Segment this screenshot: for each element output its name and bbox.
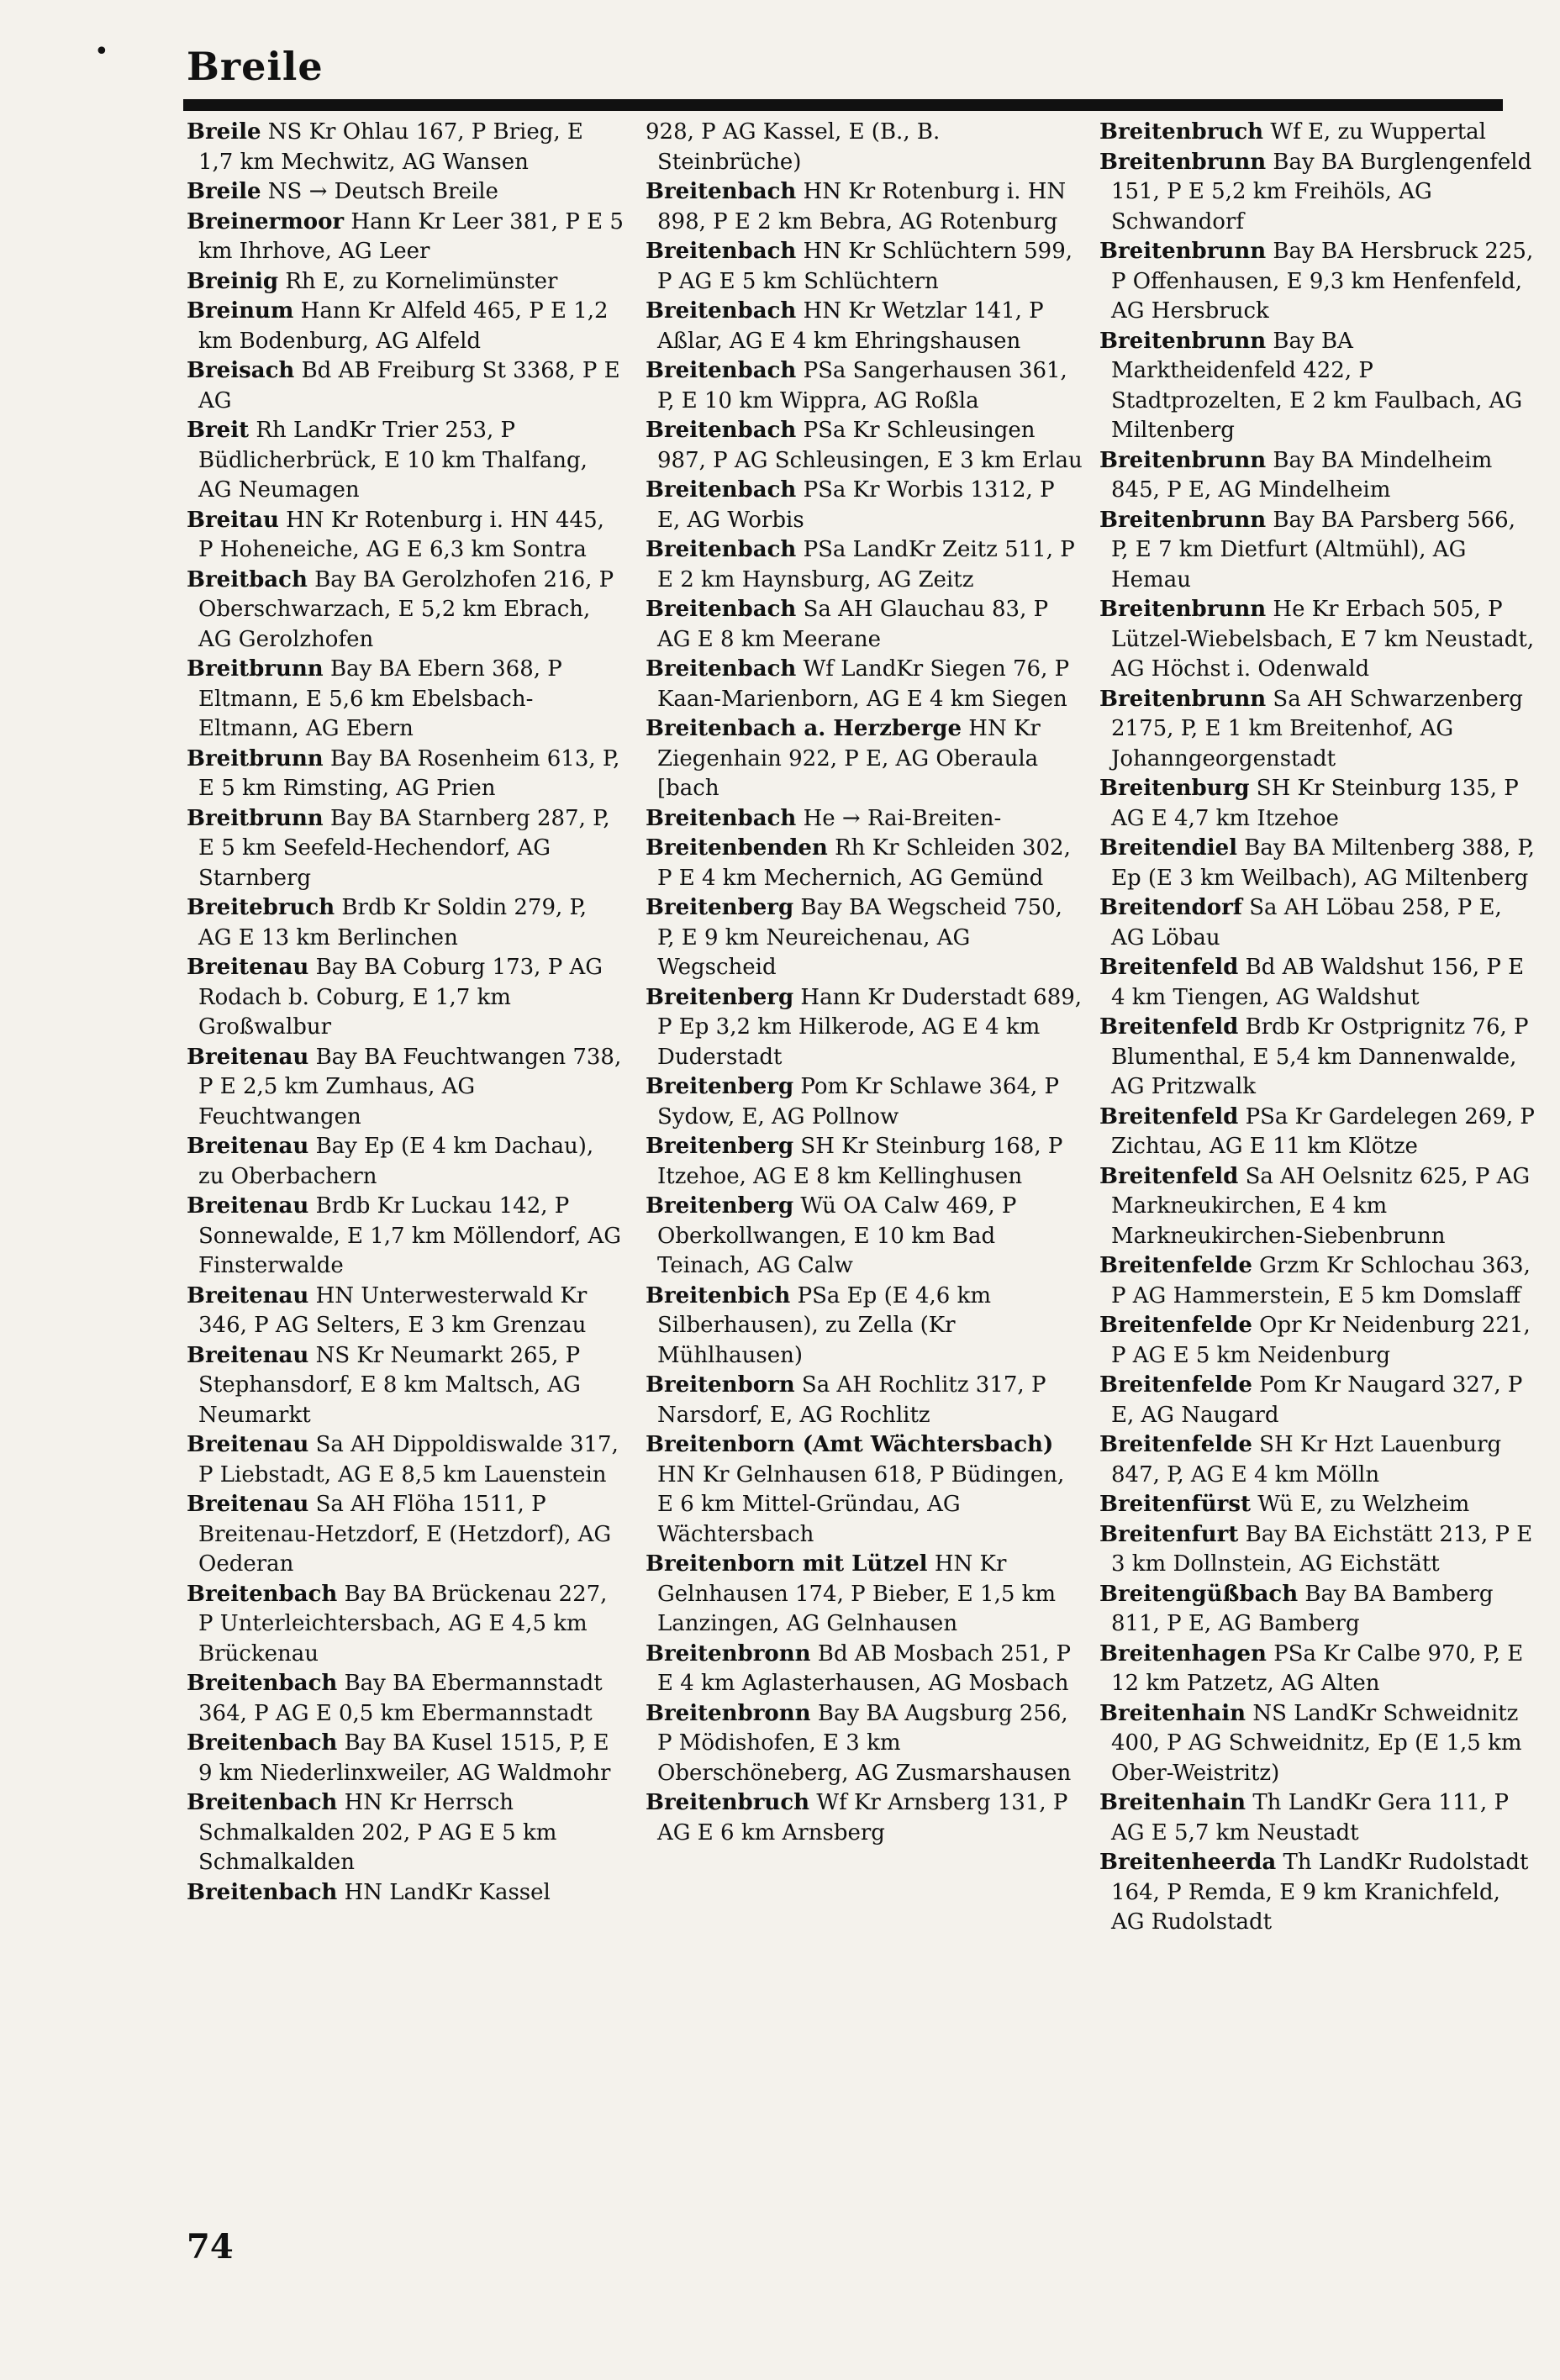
entry-text: Rh Kr Schleiden 302, P E 4 km Mechernich, AG Gemünd bbox=[657, 835, 1071, 891]
gazetteer-entry bbox=[1099, 148, 1536, 238]
gazetteer-entry bbox=[646, 118, 1083, 177]
gazetteer-entry bbox=[1099, 685, 1536, 775]
entry-name: Breitenbach bbox=[187, 1790, 338, 1815]
entry-text: PSa Sangerhausen 361, P, E 10 km Wippra, AG Roßla bbox=[657, 358, 1067, 413]
entry-text: Bay BA Ebermannstadt 364, P AG E 0,5 km Ebermannstadt bbox=[198, 1671, 603, 1726]
gazetteer-entry bbox=[187, 506, 624, 566]
entry-text: Sa AH Glauchau 83, P AG E 8 km Meerane bbox=[657, 597, 1049, 652]
entry-name: Breitenfeld bbox=[1099, 955, 1239, 980]
entry-text: Opr Kr Neidenburg 221, P AG E 5 km Neidenburg bbox=[1111, 1313, 1531, 1368]
entry-text: Sa AH Rochlitz 317, P Narsdorf, E, AG Rochlitz bbox=[657, 1372, 1046, 1428]
entry-text: Bay BA Gerolzhofen 216, P Oberschwarzach, E 5,2 km Ebrach, AG Gerolzhofen bbox=[198, 566, 614, 652]
entry-text: He Kr Erbach 505, P Lützel-Wiebelsbach, E 7 km Neustadt, AG Höchst i. Odenwald bbox=[1111, 597, 1535, 682]
gazetteer-entry bbox=[646, 1132, 1083, 1192]
gazetteer-entry bbox=[1099, 1699, 1536, 1789]
gazetteer-entry bbox=[646, 714, 1083, 804]
page-number: 74 bbox=[187, 2227, 234, 2267]
gazetteer-entry bbox=[1099, 1640, 1536, 1699]
entry-name: Breinum bbox=[187, 298, 294, 324]
entry-text: Sa AH Oelsnitz 625, P AG Markneukirchen, E 4 km Markneukirchen-Siebenbrunn bbox=[1111, 1163, 1531, 1249]
entry-text: Bay BA Kusel 1515, P, E 9 km Niederlinxweiler, AG Waldmohr bbox=[198, 1730, 611, 1786]
entry-name: Breitbach bbox=[187, 566, 308, 592]
gazetteer-entry bbox=[187, 118, 624, 177]
gazetteer-entry bbox=[1099, 506, 1536, 596]
gazetteer-entry bbox=[1099, 1311, 1536, 1371]
entry-text: NS → Deutsch Breile bbox=[261, 179, 498, 204]
entry-name: Breitenbruch bbox=[646, 1790, 810, 1815]
gazetteer-entry bbox=[187, 267, 624, 298]
gazetteer-entry bbox=[187, 745, 624, 804]
gazetteer-entry bbox=[1099, 1371, 1536, 1430]
gazetteer-entry bbox=[1099, 1520, 1536, 1580]
entry-text: HN Kr Wetzlar 141, P Aßlar, AG E 4 km Ehringshausen bbox=[657, 298, 1044, 354]
gazetteer-entry bbox=[187, 655, 624, 745]
gazetteer-entry bbox=[646, 1788, 1083, 1848]
gazetteer-entry bbox=[187, 1132, 624, 1192]
entry-name: Breitau bbox=[187, 507, 279, 533]
entry-name: Breinermoor bbox=[187, 208, 345, 234]
entry-text: Wf Kr Arnsberg 131, P AG E 6 km Arnsberg bbox=[657, 1790, 1068, 1846]
entry-text: Hann Kr Duderstadt 689, P Ep 3,2 km Hilkerode, AG E 4 km Duderstadt bbox=[657, 984, 1083, 1070]
gazetteer-entry bbox=[646, 1550, 1083, 1640]
entry-name: Breitenfelde bbox=[1099, 1253, 1252, 1278]
gazetteer-entry bbox=[1099, 1848, 1536, 1938]
gazetteer-entry bbox=[646, 1699, 1083, 1789]
entry-name: Breitenbronn bbox=[646, 1700, 811, 1726]
gazetteer-entry bbox=[646, 297, 1083, 356]
entry-name: Breitenbach a. Herzberge bbox=[646, 716, 962, 741]
gazetteer-entry bbox=[187, 1729, 624, 1788]
entry-text: Bay BA Eichstätt 213, P E 3 km Dollnstein, AG Eichstätt bbox=[1111, 1521, 1533, 1577]
column-3 bbox=[1099, 118, 1536, 1938]
gazetteer-entry bbox=[646, 535, 1083, 595]
entry-text: SH Kr Hzt Lauenburg 847, P, AG E 4 km Mölln bbox=[1111, 1432, 1502, 1488]
entry-text: Sa AH Flöha 1511, P Breitenau-Hetzdorf, E (Hetzdorf), AG Oederan bbox=[198, 1492, 612, 1577]
gazetteer-entry bbox=[646, 1192, 1083, 1282]
entry-text: Hann Kr Leer 381, P E 5 km Ihrhove, AG Leer bbox=[198, 208, 624, 264]
entry-text: PSa Kr Gardelegen 269, P Zichtau, AG E 11 km Klötze bbox=[1111, 1103, 1535, 1159]
entry-name: Breitenbich bbox=[646, 1282, 791, 1308]
entry-name: Breitenbach bbox=[187, 1581, 338, 1607]
entry-text: Bay BA Brückenau 227, P Unterleichtersbach, AG E 4,5 km Brückenau bbox=[198, 1581, 608, 1667]
entry-text: Sa AH Löbau 258, P E, AG Löbau bbox=[1111, 895, 1502, 950]
entry-text: Bay BA Hersbruck 225, P Offenhausen, E 9,3 km Henfenfeld, AG Hersbruck bbox=[1111, 239, 1534, 324]
entry-text: Bd AB Mosbach 251, P E 4 km Aglasterhausen, AG Mosbach bbox=[657, 1640, 1071, 1696]
entry-name: Breitenbrunn bbox=[1099, 239, 1267, 264]
entry-text: Brdb Kr Luckau 142, P Sonnewalde, E 1,7 km Möllendorf, AG Finsterwalde bbox=[198, 1193, 622, 1278]
entry-text: SH Kr Steinburg 168, P Itzehoe, AG E 8 km Kellinghusen bbox=[657, 1134, 1063, 1189]
gazetteer-entry bbox=[1099, 237, 1536, 327]
gazetteer-entry bbox=[1099, 327, 1536, 446]
entry-text: HN LandKr Kassel bbox=[337, 1879, 551, 1905]
entry-name: Breitenbach bbox=[646, 358, 797, 383]
entry-name: Breitenbach bbox=[646, 597, 797, 622]
gazetteer-entry bbox=[187, 1282, 624, 1341]
entry-text: HN Kr Herrsch Schmalkalden 202, P AG E 5 km Schmalkalden bbox=[198, 1790, 557, 1875]
entry-text: HN Unterwesterwald Kr 346, P AG Selters, E 3 km Grenzau bbox=[198, 1282, 588, 1338]
gazetteer-entry bbox=[187, 297, 624, 356]
entry-text: Bay BA Mindelheim 845, P E, AG Mindelheim bbox=[1111, 447, 1493, 503]
entry-name: Breitenbach bbox=[187, 1671, 338, 1696]
entry-name: Breitenfurt bbox=[1099, 1521, 1239, 1547]
gazetteer-entry bbox=[187, 1580, 624, 1670]
gazetteer-entry bbox=[1099, 1013, 1536, 1103]
entry-name: Breitenbach bbox=[646, 537, 797, 562]
entry-name: Breitenau bbox=[187, 955, 309, 980]
gazetteer-entry bbox=[187, 1430, 624, 1490]
entry-text: Brdb Kr Ostprignitz 76, P Blumenthal, E 5,4 km Dannenwalde, AG Pritzwalk bbox=[1111, 1014, 1529, 1099]
gazetteer-entry bbox=[1099, 953, 1536, 1013]
gazetteer-entry bbox=[646, 1430, 1083, 1550]
gazetteer-entry bbox=[646, 1640, 1083, 1699]
entry-text: NS Kr Ohlau 167, P Brieg, E 1,7 km Mechwitz, AG Wansen bbox=[198, 119, 583, 175]
entry-name: Breitbrunn bbox=[187, 805, 324, 831]
entry-text: Bay BA Parsberg 566, P, E 7 km Dietfurt (Altmühl), AG Hemau bbox=[1111, 507, 1515, 592]
gazetteer-entry bbox=[1099, 1162, 1536, 1252]
gazetteer-entry bbox=[187, 1878, 624, 1909]
entry-text: NS Kr Neumarkt 265, P Stephansdorf, E 8 km Maltsch, AG Neumarkt bbox=[198, 1342, 581, 1428]
entry-text: PSa Kr Calbe 970, P, E 12 km Patzetz, AG Alten bbox=[1111, 1640, 1524, 1696]
gazetteer-entry bbox=[1099, 774, 1536, 834]
gazetteer-entry bbox=[187, 1490, 624, 1580]
entry-name: Breitenbruch bbox=[1099, 119, 1264, 145]
entry-name: Breitenfeld bbox=[1099, 1163, 1239, 1189]
entry-text: Pom Kr Schlawe 364, P Sydow, E, AG Pollnow bbox=[657, 1074, 1060, 1129]
entry-name: Breitenbach bbox=[646, 298, 797, 324]
entry-text: Grzm Kr Schlochau 363, P AG Hammerstein, E 5 km Domslaff bbox=[1111, 1253, 1531, 1308]
entry-text: Bay BA Bamberg 811, P E, AG Bamberg bbox=[1111, 1581, 1494, 1636]
entry-name: Breitenburg bbox=[1099, 776, 1250, 801]
entry-text: Bay BA Marktheidenfeld 422, P Stadtprozelten, E 2 km Faulbach, AG Miltenberg bbox=[1111, 328, 1523, 443]
entry-text: HN Kr Ziegenhain 922, P E, AG Oberaula [bach bbox=[657, 716, 1041, 801]
entry-name: Breitendiel bbox=[1099, 835, 1238, 861]
entry-name: Breitenau bbox=[187, 1193, 309, 1219]
gazetteer-entry bbox=[646, 834, 1083, 893]
entry-text: HN Kr Schlüchtern 599, P AG E 5 km Schlüchtern bbox=[657, 239, 1073, 294]
entry-text: Bay BA Coburg 173, P AG Rodach b. Coburg, E 1,7 km Großwalbur bbox=[198, 955, 603, 1040]
entry-name: Breitenborn bbox=[646, 1372, 795, 1398]
gazetteer-entry bbox=[187, 177, 624, 208]
entry-name: Breitenfeld bbox=[1099, 1103, 1239, 1129]
gazetteer-entry bbox=[1099, 1788, 1536, 1848]
entry-name: Breitenberg bbox=[646, 1134, 794, 1159]
entry-name: Breitenbrunn bbox=[1099, 507, 1267, 533]
entry-text: Bay BA Ebern 368, P Eltmann, E 5,6 km Ebelsbach-Eltmann, AG Ebern bbox=[198, 656, 562, 741]
entry-text: HN Kr Gelnhausen 174, P Bieber, E 1,5 km Lanzingen, AG Gelnhausen bbox=[657, 1551, 1057, 1636]
entry-text: Bay BA Miltenberg 388, P, Ep (E 3 km Weilbach), AG Miltenberg bbox=[1111, 835, 1535, 891]
entry-name: Breitenbach bbox=[646, 656, 797, 682]
header-rule bbox=[183, 99, 1503, 111]
gazetteer-entry bbox=[646, 356, 1083, 416]
entry-name: Breitenborn (Amt Wächtersbach) bbox=[646, 1432, 1054, 1457]
entry-name: Breitenau bbox=[187, 1044, 309, 1070]
gazetteer-entry bbox=[187, 953, 624, 1043]
entry-name: Breitenbenden bbox=[646, 835, 828, 861]
entry-text: Bd AB Waldshut 156, P E 4 km Tiengen, AG Waldshut bbox=[1111, 955, 1525, 1010]
entry-name: Breitenbach bbox=[646, 805, 797, 831]
entry-text: HN Kr Rotenburg i. HN 898, P E 2 km Bebra, AG Rotenburg bbox=[657, 179, 1067, 234]
gazetteer-entry bbox=[646, 983, 1083, 1073]
entry-name: Breitenborn mit Lützel bbox=[646, 1551, 928, 1577]
entry-name: Breitenbach bbox=[187, 1879, 338, 1905]
entry-name: Breitenau bbox=[187, 1492, 309, 1517]
entry-text: Bay BA Wegscheid 750, P, E 9 km Neureichenau, AG Wegscheid bbox=[657, 895, 1062, 980]
entry-text: PSa LandKr Zeitz 511, P E 2 km Haynsburg, AG Zeitz bbox=[657, 537, 1075, 592]
entry-name: Breitenfelde bbox=[1099, 1313, 1252, 1338]
entry-name: Breile bbox=[187, 179, 261, 204]
gazetteer-entry bbox=[646, 416, 1083, 476]
entry-text: He → Rai-Breiten- bbox=[796, 805, 1002, 831]
gazetteer-entry bbox=[187, 1669, 624, 1729]
gazetteer-entry bbox=[1099, 118, 1536, 148]
gazetteer-entry bbox=[187, 566, 624, 656]
entry-name: Breitenfeld bbox=[1099, 1014, 1239, 1040]
entry-name: Breitenbach bbox=[646, 179, 797, 204]
entry-text: Brdb Kr Soldin 279, P, AG E 13 km Berlinchen bbox=[198, 895, 588, 950]
gazetteer-entry bbox=[1099, 893, 1536, 953]
entry-name: Breitenbach bbox=[646, 477, 797, 503]
gazetteer-entry bbox=[1099, 1490, 1536, 1520]
gazetteer-entry bbox=[1099, 1580, 1536, 1640]
gazetteer-entry bbox=[646, 177, 1083, 237]
entry-name: Breitenbrunn bbox=[1099, 447, 1267, 473]
entry-text: Bay BA Rosenheim 613, P, E 5 km Rimsting, AG Prien bbox=[198, 745, 620, 801]
entry-text: PSa Ep (E 4,6 km Silberhausen), zu Zella (Kr Mühlhausen) bbox=[657, 1282, 991, 1368]
entry-name: Breitendorf bbox=[1099, 895, 1242, 920]
entry-name: Breitenhagen bbox=[1099, 1640, 1267, 1667]
entry-name: Breitenfelde bbox=[1099, 1432, 1252, 1457]
entry-text: Bd AB Freiburg St 3368, P E AG bbox=[198, 358, 620, 413]
entry-text: Wü OA Calw 469, P Oberkollwangen, E 10 km Bad Teinach, AG Calw bbox=[657, 1193, 1017, 1278]
entry-name: Breitenfelde bbox=[1099, 1372, 1252, 1398]
gazetteer-entry bbox=[646, 237, 1083, 297]
column-2 bbox=[646, 118, 1083, 1848]
gazetteer-entry bbox=[187, 416, 624, 506]
gazetteer-entry bbox=[1099, 1103, 1536, 1162]
entry-name: Breitenfürst bbox=[1099, 1492, 1251, 1517]
entry-text: Bay BA Augsburg 256, P Mödishofen, E 3 km Oberschöneberg, AG Zusmarshausen bbox=[657, 1700, 1072, 1786]
gazetteer-entry bbox=[187, 1043, 624, 1133]
entry-text: PSa Kr Worbis 1312, P E, AG Worbis bbox=[657, 477, 1055, 533]
gazetteer-entry bbox=[187, 356, 624, 416]
gazetteer-entry bbox=[646, 476, 1083, 535]
gazetteer-entry bbox=[646, 1072, 1083, 1132]
gazetteer-entry bbox=[187, 208, 624, 267]
entry-name: Breisach bbox=[187, 358, 295, 383]
entry-text: 928, P AG Kassel, E (B., B. Steinbrüche) bbox=[646, 119, 941, 175]
entry-text: Bay Ep (E 4 km Dachau), zu Oberbachern bbox=[198, 1134, 594, 1189]
gazetteer-entry bbox=[1099, 834, 1536, 893]
entry-name: Breile bbox=[187, 119, 261, 145]
entry-name: Breitenhain bbox=[1099, 1790, 1246, 1815]
entry-text: HN Kr Rotenburg i. HN 445, P Hoheneiche, AG E 6,3 km Sontra bbox=[198, 507, 604, 562]
entry-name: Breitbrunn bbox=[187, 656, 324, 682]
entry-name: Breitenau bbox=[187, 1134, 309, 1159]
gazetteer-entry bbox=[187, 893, 624, 953]
entry-name: Breitenberg bbox=[646, 895, 794, 920]
entry-name: Breitengüßbach bbox=[1099, 1581, 1299, 1607]
gazetteer-entry bbox=[646, 595, 1083, 655]
entry-name: Breitebruch bbox=[187, 895, 335, 920]
entry-text: Sa AH Schwarzenberg 2175, P, E 1 km Breitenhof, AG Johanngeorgenstadt bbox=[1111, 686, 1523, 771]
gazetteer-entry bbox=[646, 893, 1083, 983]
page-title: Breile bbox=[187, 44, 324, 89]
entry-name: Breitenbronn bbox=[646, 1640, 811, 1667]
entry-name: Breitenberg bbox=[646, 1193, 794, 1219]
gazetteer-entry bbox=[1099, 446, 1536, 506]
entry-name: Breitenbach bbox=[646, 418, 797, 443]
gazetteer-entry bbox=[646, 1282, 1083, 1372]
gazetteer-entry bbox=[1099, 1430, 1536, 1490]
entry-name: Breitbrunn bbox=[187, 745, 324, 771]
entry-name: Breitenbach bbox=[187, 1730, 338, 1756]
entry-name: Breitenau bbox=[187, 1282, 309, 1308]
entry-text: Pom Kr Naugard 327, P E, AG Naugard bbox=[1111, 1372, 1523, 1428]
gazetteer-entry bbox=[1099, 595, 1536, 685]
entry-text: Bay BA Feuchtwangen 738, P E 2,5 km Zumhaus, AG Feuchtwangen bbox=[198, 1044, 622, 1129]
entry-name: Breitenbrunn bbox=[1099, 328, 1267, 354]
entry-name: Breitenheerda bbox=[1099, 1850, 1277, 1875]
entry-name: Breitenberg bbox=[646, 984, 794, 1010]
entry-text: Rh LandKr Trier 253, P Büdlicherbrück, E 10 km Thalfang, AG Neumagen bbox=[198, 418, 588, 503]
gazetteer-entry bbox=[187, 1192, 624, 1282]
entry-text: Rh E, zu Kornelimünster bbox=[278, 268, 558, 294]
gazetteer-entry bbox=[646, 1371, 1083, 1430]
entry-text: Bay BA Starnberg 287, P, E 5 km Seefeld-Hechendorf, AG Starnberg bbox=[198, 805, 610, 891]
entry-text: Wü E, zu Welzheim bbox=[1250, 1492, 1470, 1517]
gazetteer-entry bbox=[187, 1341, 624, 1431]
entry-text: PSa Kr Schleusingen 987, P AG Schleusingen, E 3 km Erlau bbox=[657, 418, 1083, 473]
entry-name: Breitenberg bbox=[646, 1074, 794, 1099]
margin-mark: • bbox=[94, 37, 109, 66]
entry-text: Bay BA Burglengenfeld 151, P E 5,2 km Freihöls, AG Schwandorf bbox=[1111, 149, 1532, 234]
column-1 bbox=[187, 118, 624, 1908]
entry-name: Breitenau bbox=[187, 1342, 309, 1368]
entry-text: SH Kr Steinburg 135, P AG E 4,7 km Itzehoe bbox=[1111, 776, 1519, 831]
entry-name: Breitenbrunn bbox=[1099, 149, 1267, 175]
entry-text: Hann Kr Alfeld 465, P E 1,2 km Bodenburg, AG Alfeld bbox=[198, 298, 609, 354]
entry-text: Th LandKr Rudolstadt 164, P Remda, E 9 km Kranichfeld, AG Rudolstadt bbox=[1111, 1850, 1529, 1935]
entry-name: Breinig bbox=[187, 268, 279, 294]
entry-name: Breitenbrunn bbox=[1099, 597, 1267, 622]
entry-text: Th LandKr Gera 111, P AG E 5,7 km Neustadt bbox=[1111, 1790, 1509, 1846]
gazetteer-entry bbox=[646, 804, 1083, 835]
entry-name: Breitenau bbox=[187, 1432, 309, 1457]
entry-name: Breit bbox=[187, 418, 250, 443]
gazetteer-entry bbox=[1099, 1251, 1536, 1311]
gazetteer-entry bbox=[187, 804, 624, 894]
entry-name: Breitenbach bbox=[646, 239, 797, 264]
entry-name: Breitenhain bbox=[1099, 1700, 1246, 1726]
entry-text: NS LandKr Schweidnitz 400, P AG Schweidnitz, Ep (E 1,5 km Ober-Weistritz) bbox=[1111, 1700, 1522, 1786]
entry-text: Sa AH Dippoldiswalde 317, P Liebstadt, AG E 8,5 km Lauenstein bbox=[198, 1432, 619, 1488]
gazetteer-entry bbox=[187, 1788, 624, 1878]
entry-text: HN Kr Gelnhausen 618, P Büdingen, E 6 km Mittel-Gründau, AG Wächtersbach bbox=[657, 1461, 1065, 1547]
entry-text: Wf LandKr Siegen 76, P Kaan-Marienborn, AG E 4 km Siegen bbox=[657, 656, 1070, 712]
entry-name: Breitenbrunn bbox=[1099, 686, 1267, 712]
entry-text: Wf E, zu Wuppertal bbox=[1263, 119, 1486, 145]
gazetteer-entry bbox=[646, 655, 1083, 714]
